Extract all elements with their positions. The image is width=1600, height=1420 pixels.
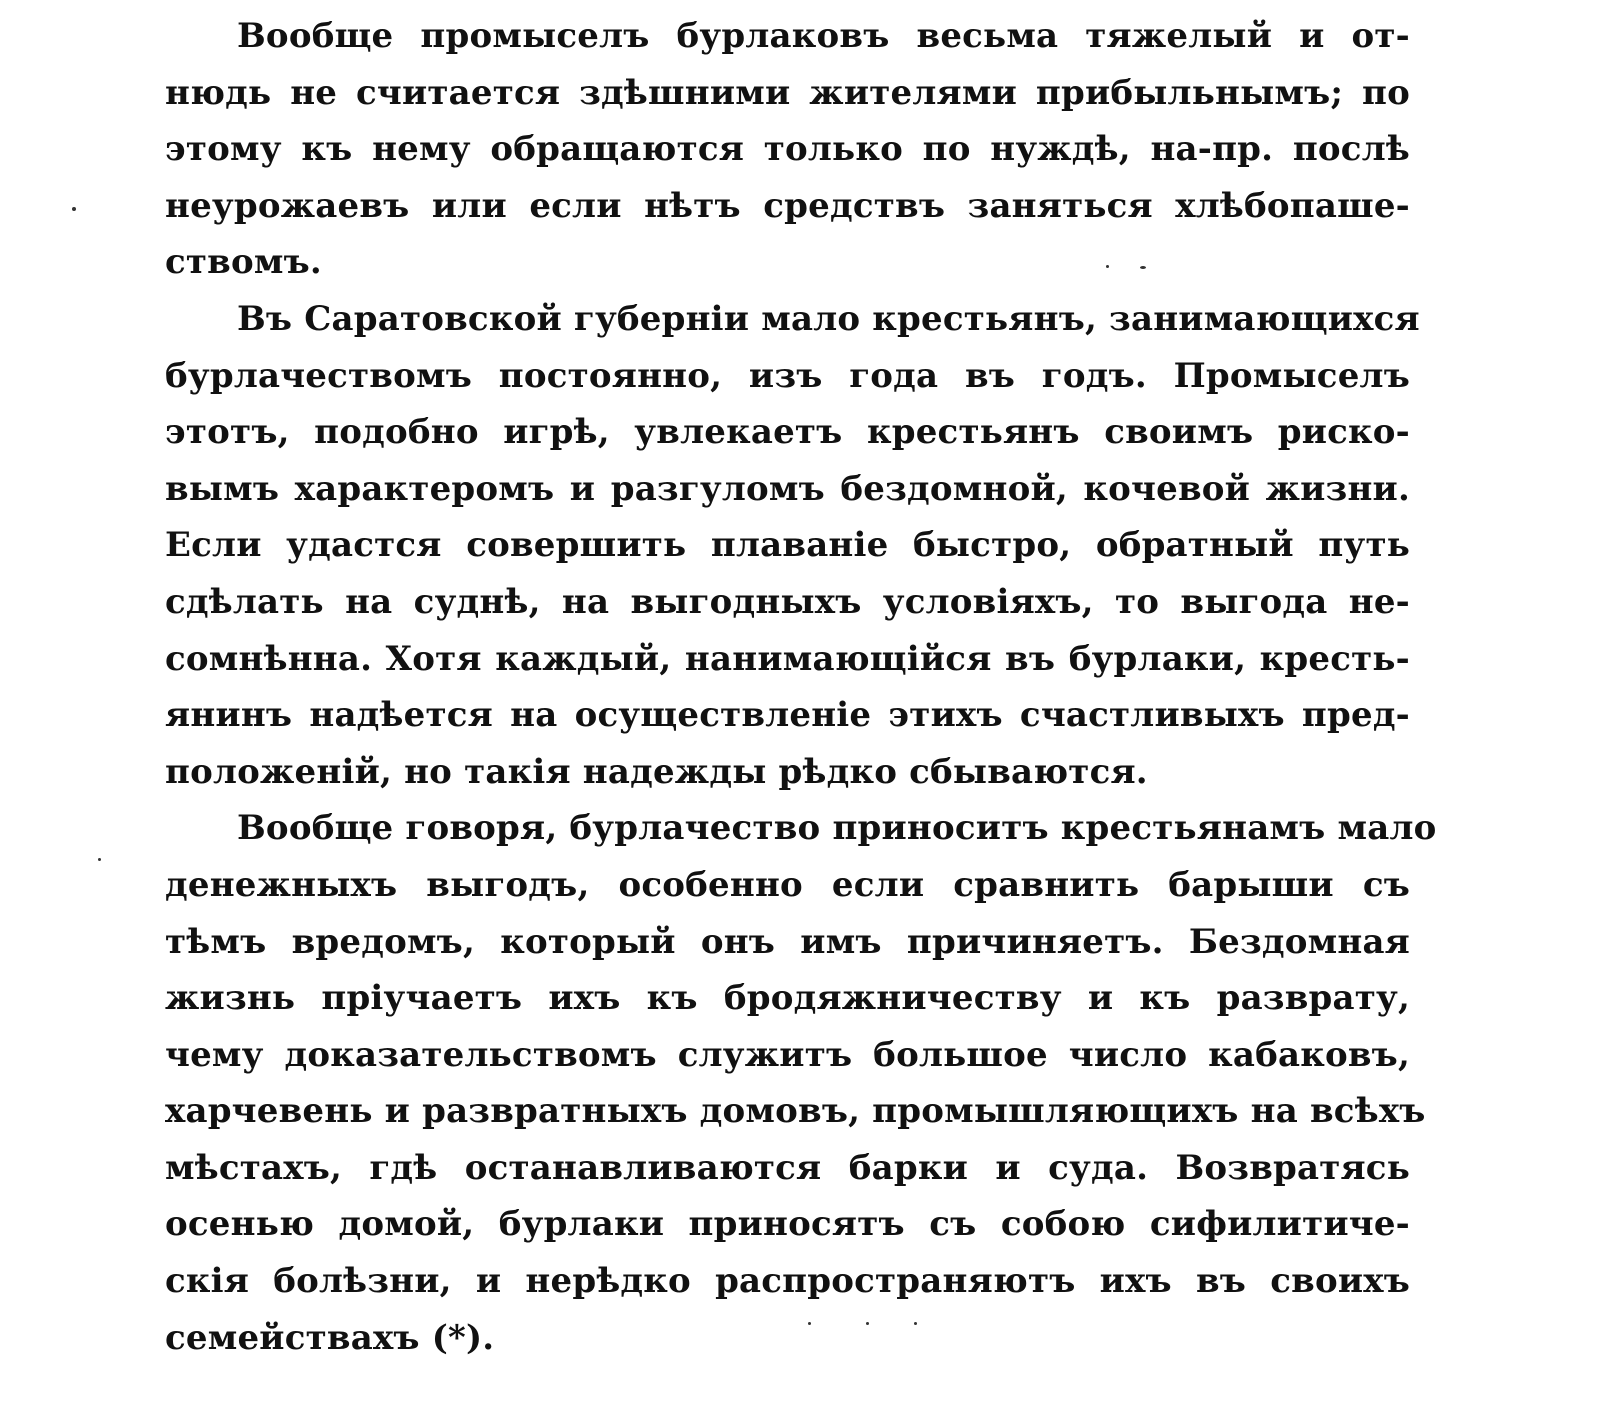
text-line: неурожаевъ или если нѣтъ средствъ заняться хлѣбопаше-: [165, 185, 1410, 226]
paragraph-1: [165, 8, 1410, 291]
text-line: скія болѣзни, и нерѣдко распространяютъ ихъ въ своихъ: [165, 1261, 1410, 1302]
text-line: чему доказательствомъ служитъ большое число кабаковъ,: [165, 1034, 1410, 1075]
text-line: нюдь не считается здѣшними жителями прибыльнымъ; по: [165, 72, 1410, 113]
text-line: янинъ надѣется на осуществленіе этихъ счастливыхъ пред-: [165, 695, 1410, 736]
cropped-previous-line: [240, 0, 1060, 4]
text-line: положеній, но такія надежды рѣдко сбываются.: [165, 751, 1148, 792]
text-line: этому къ нему обращаются только по нуждѣ, на-пр. послѣ: [165, 129, 1410, 170]
text-line: семействахъ (*).: [165, 1317, 495, 1358]
paragraph-2: [165, 291, 1420, 800]
text-line: Если удастся совершить плаваніе быстро, обратный путь: [165, 525, 1410, 566]
text-line: тѣмъ вредомъ, который онъ имъ причиняетъ. Бездомная: [165, 921, 1410, 962]
text-line: сдѣлать на суднѣ, на выгодныхъ условіяхъ, то выгода не-: [165, 581, 1410, 622]
text-line: осенью домой, бурлаки приносятъ съ собою сифилитиче-: [165, 1204, 1410, 1245]
text-line: харчевень и развратныхъ домовъ, промышляющихъ на всѣхъ: [165, 1091, 1426, 1132]
text-line: бурлачествомъ постоянно, изъ года въ годъ. Промыселъ: [165, 355, 1410, 396]
text-line: сомнѣнна. Хотя каждый, нанимающійся въ бурлаки, кресть-: [165, 638, 1410, 679]
text-line: этотъ, подобно игрѣ, увлекаетъ крестьянъ своимъ риско-: [165, 412, 1410, 453]
text-line: вымъ характеромъ и разгуломъ бездомной, кочевой жизни.: [165, 468, 1410, 509]
paragraph-3: [165, 800, 1437, 1366]
text-line: денежныхъ выгодъ, особенно если сравнить барыши съ: [165, 864, 1410, 905]
text-line: Въ Саратовской губерніи мало крестьянъ, занимающихся: [237, 298, 1420, 339]
scan-speck: [98, 858, 101, 861]
text-block: [165, 8, 1437, 1366]
scan-speck: [72, 207, 76, 211]
text-line: Вообще говоря, бурлачество приноситъ крестьянамъ мало: [237, 808, 1437, 849]
text-line: ствомъ.: [165, 242, 322, 283]
text-line: жизнь пріучаетъ ихъ къ бродяжничеству и къ разврату,: [165, 978, 1410, 1019]
text-line: Вообще промыселъ бурлаковъ весьма тяжелый и от-: [237, 16, 1410, 56]
text-line: мѣстахъ, гдѣ останавливаются барки и суда. Возвратясь: [165, 1147, 1410, 1188]
